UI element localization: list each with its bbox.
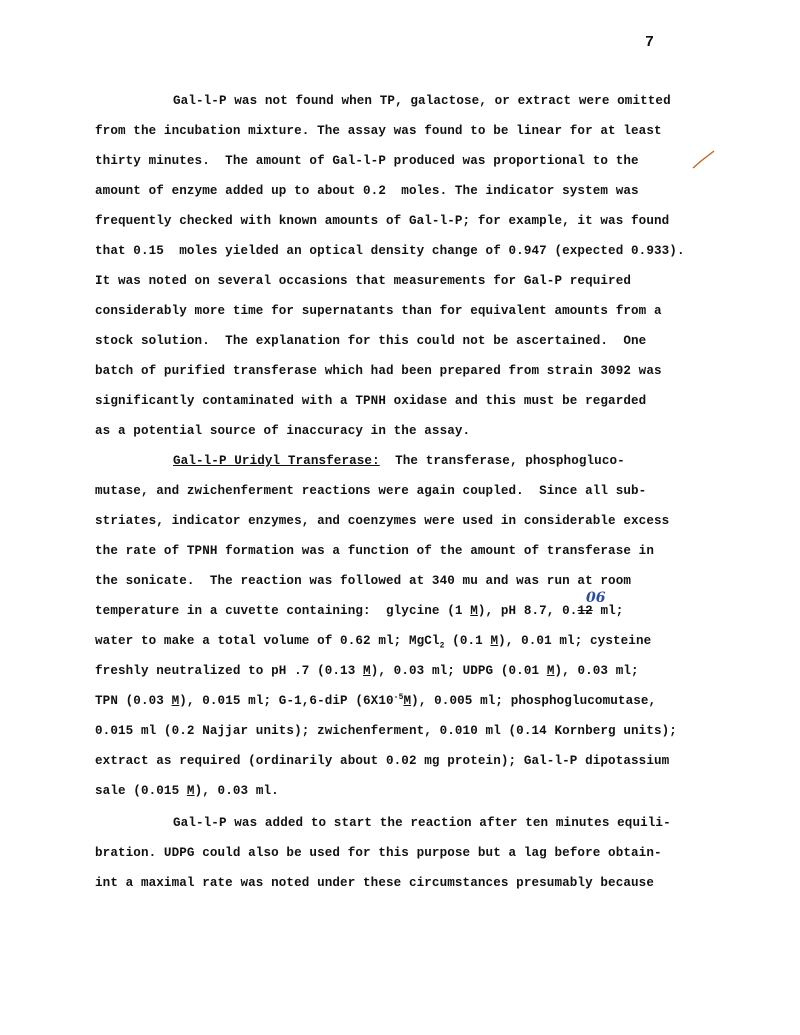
text-line: thirty minutes. The amount of Gal-l-P produced was proportional to the bbox=[95, 154, 639, 168]
text-line: It was noted on several occasions that measurements for Gal-P required bbox=[95, 274, 632, 288]
text-line: extract as required (ordinarily about 0.02 mg protein); Gal-l-P dipotassium bbox=[95, 754, 670, 768]
text-line: Gal-l-P was not found when TP, galactose, or extract were omitted bbox=[173, 94, 671, 108]
text-line: striates, indicator enzymes, and coenzymes were used in considerable excess bbox=[95, 514, 670, 528]
text-line: significantly contaminated with a TPNH oxidase and this must be regarded bbox=[95, 394, 647, 408]
text-line: that 0.15 moles yielded an optical density change of 0.947 (expected 0.933). bbox=[95, 244, 685, 258]
section-heading: Gal-l-P Uridyl Transferase: bbox=[173, 454, 380, 468]
text-line: temperature in a cuvette containing: glycine (1 M), pH 8.7, 0.12 ml; bbox=[95, 604, 624, 618]
handwritten-correction: 06 bbox=[586, 590, 606, 606]
text-line: 0.015 ml (0.2 Najjar units); zwichenferment, 0.010 ml (0.14 Kornberg units); bbox=[95, 724, 677, 738]
text-line: sale (0.015 M), 0.03 ml. bbox=[95, 784, 279, 798]
text-line: water to make a total volume of 0.62 ml; MgCl$_2$ (0.1 M), 0.01 ml; cysteine bbox=[95, 634, 652, 651]
text-line: frequently checked with known amounts of Gal-l-P; for example, it was found bbox=[95, 214, 670, 228]
text-line: batch of purified transferase which had been prepared from strain 3092 was bbox=[95, 364, 662, 378]
text-line: Gal-l-P was added to start the reaction after ten minutes equili- bbox=[173, 816, 671, 830]
text-line: from the incubation mixture. The assay was found to be linear for at least bbox=[95, 124, 662, 138]
text-line: considerably more time for supernatants than for equivalent amounts from a bbox=[95, 304, 662, 318]
text-line: bration. UDPG could also be used for this purpose but a lag before obtain- bbox=[95, 846, 662, 860]
section-heading-line: Gal-l-P Uridyl Transferase: The transferase, phosphogluco- bbox=[173, 454, 625, 468]
page-number: 7 bbox=[644, 34, 654, 51]
text-line: amount of enzyme added up to about 0.2 moles. The indicator system was bbox=[95, 184, 639, 198]
text-line: int a maximal rate was noted under these circumstances presumably because bbox=[95, 876, 654, 890]
text-line: stock solution. The explanation for this could not be ascertained. One bbox=[95, 334, 647, 348]
text-line: mutase, and zwichenferment reactions were again coupled. Since all sub- bbox=[95, 484, 647, 498]
text-line: the rate of TPNH formation was a function of the amount of transferase in bbox=[95, 544, 654, 558]
struck-value: 12 bbox=[577, 604, 593, 618]
text-line: freshly neutralized to pH .7 (0.13 M), 0.03 ml; UDPG (0.01 M), 0.03 ml; bbox=[95, 664, 639, 678]
check-mark-icon bbox=[690, 148, 718, 172]
text-line: the sonicate. The reaction was followed at 340 mu and was run at room bbox=[95, 574, 632, 588]
text-line: TPN (0.03 M), 0.015 ml; G-1,6-diP $(6X10^{-5}M)$, 0.005 ml; phosphoglucomutase, bbox=[95, 692, 657, 708]
text-line: as a potential source of inaccuracy in the assay. bbox=[95, 424, 471, 438]
